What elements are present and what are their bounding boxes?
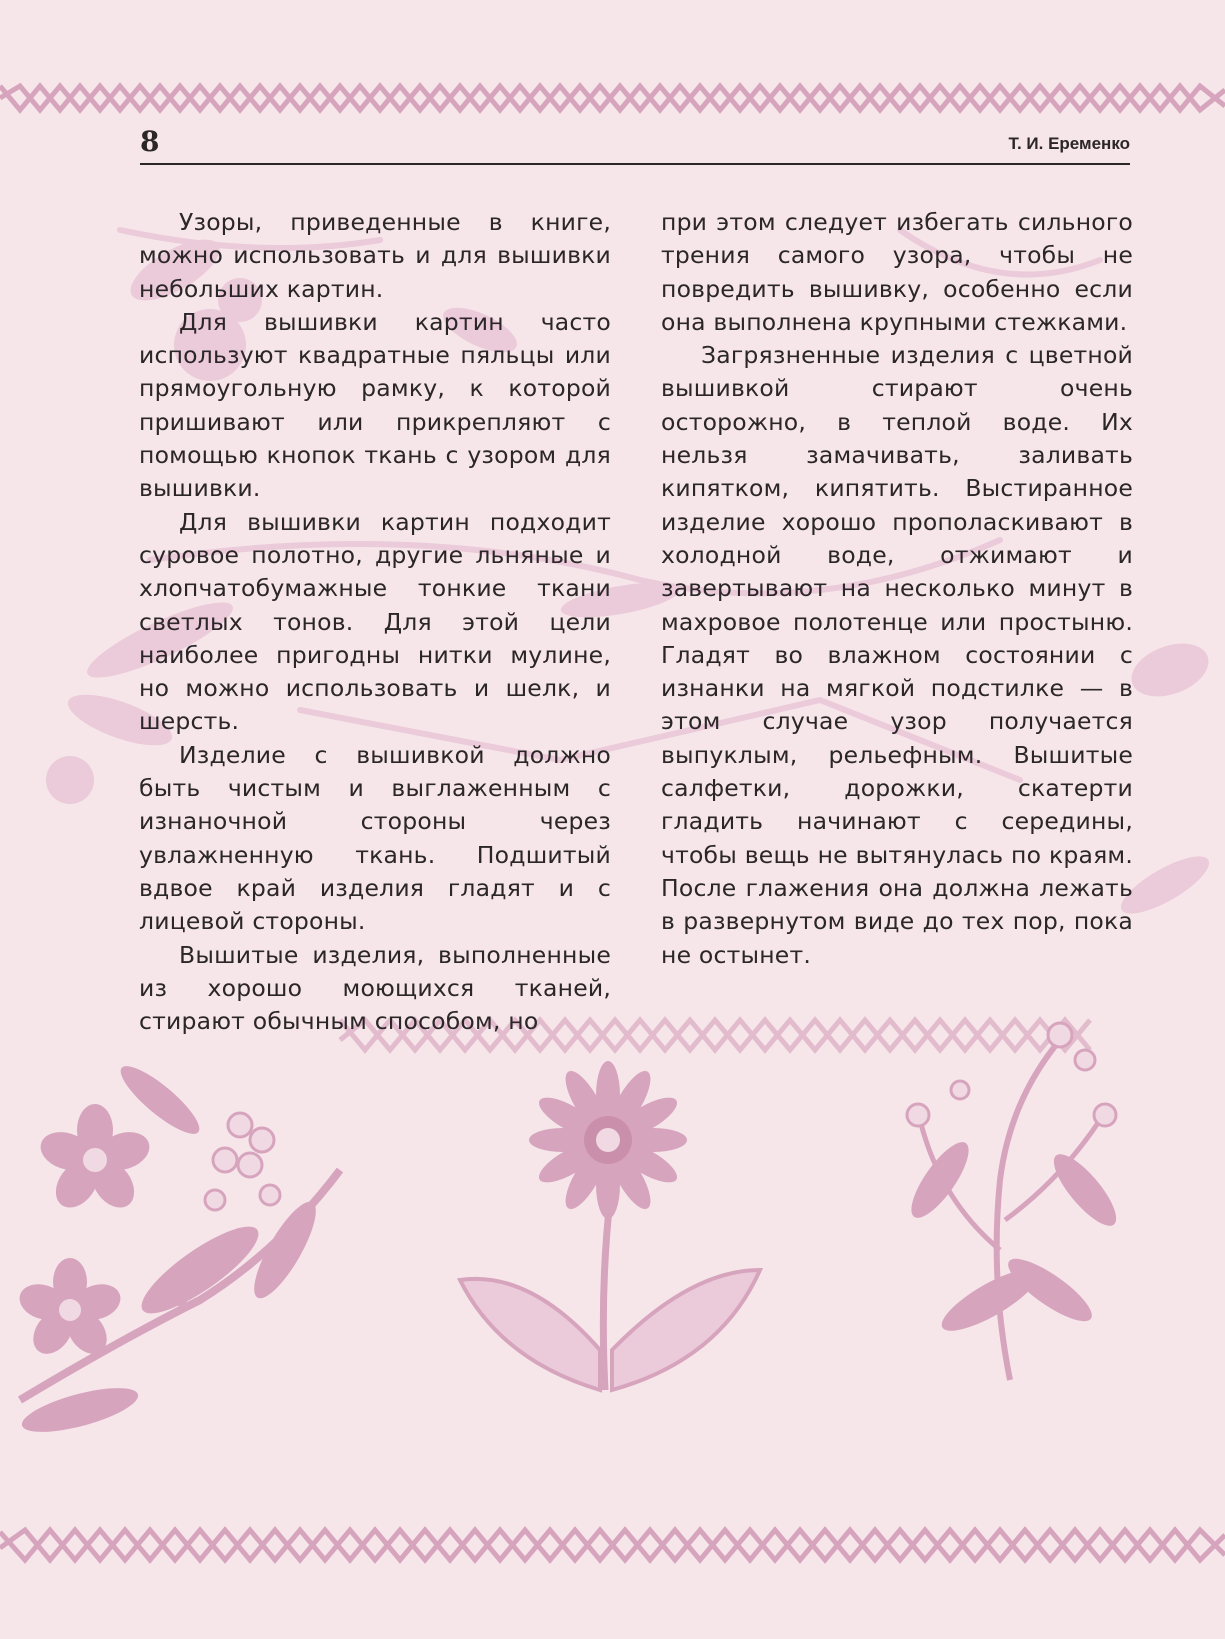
text-column-right: [661, 206, 1133, 972]
paragraph: Для вышивки картин часто используют квадратные пяльцы или прямоугольную рамку, к которой пришивают или прикрепляют с помощью кнопок ткань с узором для вышивки.: [139, 307, 611, 503]
bouquet-right: [902, 1023, 1126, 1380]
paragraph: Узоры, приведенные в книге, можно использовать и для вышивки небольших картин.: [139, 208, 611, 303]
paragraph: Вышитые изделия, выполненные из хорошо моющихся тканей, стирают обычным способом, но: [139, 940, 611, 1036]
page-header: [140, 125, 1130, 165]
paragraph: Изделие с вышивкой должно быть чистым и выглаженным с изнаночной стороны через увлажненную ткань. Подшитый вдвое край изделия гладят и с лицевой стороны.: [139, 740, 611, 936]
running-head-author: Т. И. Еременко: [1008, 134, 1130, 153]
paragraph: при этом следует избегать сильного трения самого узора, чтобы не повредить вышивку, особенно если она выполнена крупными стежками.: [661, 208, 1133, 336]
flower-branch-left: [15, 1057, 340, 1441]
page-number: 8: [140, 125, 160, 158]
paragraph: Для вышивки картин подходит суровое полотно, другие льняные и хлопчатобумажные тонкие ткани светлых тонов. Для этой цели наиболее пригодны нитки мулине, но можно использовать и шелк, и шерсть.: [139, 507, 611, 736]
text-column-left: [139, 206, 611, 1038]
paragraph: Загрязненные изделия с цветной вышивкой стирают очень осторожно, в теплой воде. Их нельзя замачивать, заливать кипятком, кипятить. Выстиранное изделие хорошо прополаскивают в холодной воде, отжимают и завертывают на несколько минут в махровое полотенце или простыню. Гладят во влажном состоянии с изнанки на мягкой подстилке — в этом случае узор получается выпуклым, рельефным. Вышитые салфетки, дорожки, скатерти гладить начинают с середины, чтобы вещь не вытянулась по краям. После глажения она должна лежать в развернутом виде до тех пор, пока не остынет.: [661, 341, 1133, 969]
daisy-center: [460, 1061, 760, 1390]
